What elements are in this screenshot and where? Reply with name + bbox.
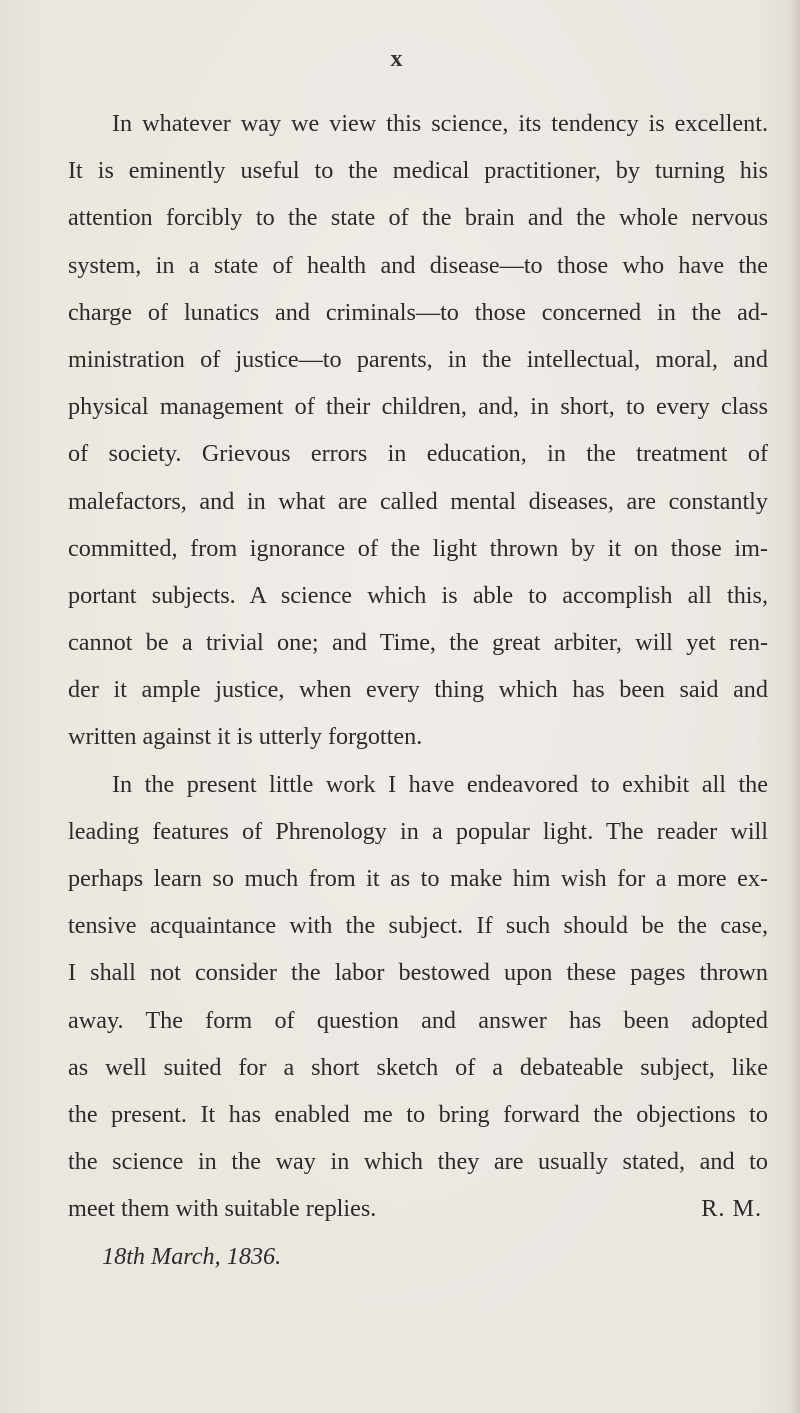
text-line: as well suited for a short sketch of a debateable subject, like [68, 1053, 768, 1081]
text-line: the present. It has enabled me to bring forward the objections to [68, 1100, 768, 1128]
author-signature: R. M. [701, 1195, 762, 1223]
page-edge-shadow [790, 0, 800, 1413]
text-line: attention forcibly to the state of the brain and the whole nervous [68, 204, 768, 232]
closing-line [68, 1189, 768, 1236]
text-line: der it ample justice, when every thing which has been said and [68, 676, 768, 704]
text-line: leading features of Phrenology in a popular light. The reader will [68, 817, 768, 845]
text-line: away. The form of question and answer has been adopted [68, 1006, 768, 1034]
text-line: of society. Grievous errors in education, in the treatment of [68, 440, 768, 468]
text-line: physical management of their children, and, in short, to every class [68, 393, 768, 421]
text-line: In whatever way we view this science, its tendency is excellent. [112, 110, 768, 137]
preface-text [68, 104, 768, 1277]
text-line: In the present little work I have endeavored to exhibit all the [112, 770, 768, 798]
page-number: x [390, 46, 404, 72]
text-line: perhaps learn so much from it as to make him wish for a more ex- [68, 865, 768, 892]
text-line: system, in a state of health and disease—to those who have the [68, 251, 768, 279]
text-line: portant subjects. A science which is able to accomplish all this, [68, 581, 768, 609]
text-line: charge of lunatics and criminals—to those concerned in the ad- [68, 298, 768, 326]
text-line: malefactors, and in what are called mental diseases, are constantly [68, 487, 768, 515]
text-line: cannot be a trivial one; and Time, the great arbiter, will yet ren- [68, 629, 768, 657]
text-line: meet them with suitable replies. [68, 1195, 377, 1223]
text-line: written against it is utterly forgotten. [68, 723, 423, 751]
text-line: the science in the way in which they are usually stated, and to [68, 1148, 768, 1176]
text-line: committed, from ignorance of the light thrown by it on those im- [68, 534, 768, 562]
text-line: It is eminently useful to the medical practitioner, by turning his [68, 157, 768, 185]
preface-date: 18th March, 1836. [102, 1242, 282, 1270]
text-line: tensive acquaintance with the subject. If such should be the case, [68, 912, 768, 940]
text-line: ministration of justice—to parents, in the intellectual, moral, and [68, 345, 768, 373]
text-line: I shall not consider the labor bestowed upon these pages thrown [68, 959, 768, 987]
